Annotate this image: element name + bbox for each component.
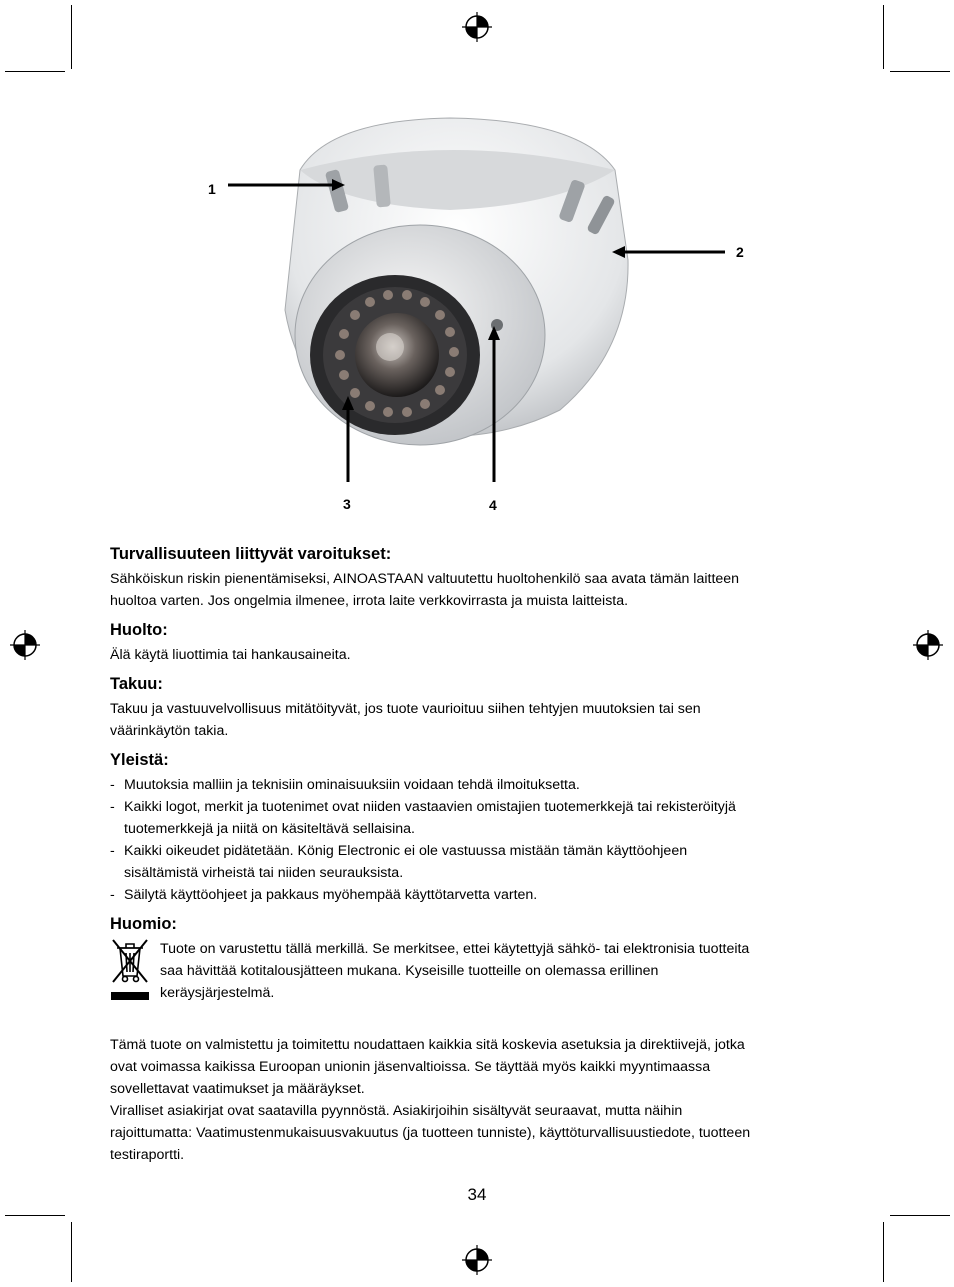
text-line: rajoittumatta: Vaatimustenmukaisuusvakuutus (ja tuotteen tunniste), käyttöturvallisuustiedote, tuotteen <box>110 1125 751 1141</box>
general-section <box>110 751 855 906</box>
weee-bin-icon <box>110 938 150 1004</box>
maintenance-heading: Huolto: <box>110 621 168 639</box>
callout-label-1: 1 <box>208 181 216 197</box>
text-line: keräysjärjestelmä. <box>160 985 275 1001</box>
text-line: sovellettavat vaatimukset ja määräykset. <box>110 1081 365 1097</box>
callout-label-4: 4 <box>489 497 497 513</box>
text-line: testiraportti. <box>110 1147 185 1163</box>
text-line: Tämä tuote on valmistettu ja toimitettu noudattaen kaikkia sitä koskevia asetuksia ja direktiivejä, jotka <box>110 1037 745 1053</box>
text-line: Kaikki oikeudet pidätetään. König Electronic ei ole vastuussa mistään tämän käyttöohjeen <box>124 843 688 859</box>
safety-text <box>110 568 855 612</box>
crop-mark <box>890 1215 950 1216</box>
crop-mark <box>71 1222 72 1282</box>
page-number: 34 <box>467 1185 487 1204</box>
list-item <box>110 796 855 840</box>
safety-heading: Turvallisuuteen liittyvät varoitukset: <box>110 545 392 563</box>
callout-arrows <box>0 0 954 520</box>
note-heading: Huomio: <box>110 915 177 933</box>
callout-label-3: 3 <box>343 496 351 512</box>
text-line: Takuu ja vastuuvelvollisuus mitätöityvät, jos tuote vaurioituu siihen tehtyjen muutoksien tai sen <box>110 701 701 717</box>
weee-text <box>160 938 749 1004</box>
list-item <box>110 774 855 796</box>
manual-content <box>110 545 855 1166</box>
text-line: Säilytä käyttöohjeet ja pakkaus myöhempää käyttötarvetta varten. <box>124 887 538 903</box>
crop-mark <box>5 1215 65 1216</box>
list-item <box>110 884 855 906</box>
registration-mark-icon <box>10 630 40 660</box>
safety-section <box>110 545 855 612</box>
text-line: huoltoa varten. Jos ongelmia ilmenee, irrota laite verkkovirrasta ja muista laitteista. <box>110 593 629 609</box>
registration-mark-icon <box>913 630 943 660</box>
note-section <box>110 915 855 1004</box>
text-line: Sähköiskun riskin pienentämiseksi, AINOASTAAN valtuutettu huoltohenkilö saa avata tämän laitteen <box>110 571 740 587</box>
conformity-text <box>110 1034 855 1166</box>
text-line: Viralliset asiakirjat ovat saatavilla pyynnöstä. Asiakirjoihin sisältyvät seuraavat, mutta näihin <box>110 1103 683 1119</box>
warranty-heading: Takuu: <box>110 675 163 693</box>
warranty-section <box>110 675 855 742</box>
text-line: Älä käytä liuottimia tai hankausaineita. <box>110 647 351 663</box>
warranty-text <box>110 698 855 742</box>
callout-label-2: 2 <box>736 244 744 260</box>
maintenance-section <box>110 621 855 666</box>
conformity-section <box>110 1034 855 1166</box>
crop-mark <box>883 1222 884 1282</box>
general-list <box>110 774 855 906</box>
text-line: Kaikki logot, merkit ja tuotenimet ovat niiden vastaavien omistajien tuotemerkkejä tai rekisteröityjä <box>124 799 736 815</box>
text-line: ovat voimassa kaikissa Euroopan unionin jäsenvaltioissa. Se täyttää myös kaikki myyntimaassa <box>110 1059 711 1075</box>
text-line: Tuote on varustettu tällä merkillä. Se merkitsee, ettei käytettyjä sähkö- tai elektronisia tuotteita <box>160 941 750 957</box>
weee-notice <box>110 938 855 1004</box>
maintenance-text <box>110 644 855 666</box>
registration-mark-icon <box>462 1245 492 1275</box>
text-line: tuotemerkkejä ja niitä on käsiteltävä sellaisina. <box>124 821 415 837</box>
text-line: Muutoksia malliin ja teknisiin ominaisuuksiin voidaan tehdä ilmoituksetta. <box>124 777 580 793</box>
list-item <box>110 840 855 884</box>
general-heading: Yleistä: <box>110 751 169 769</box>
text-line: sisältämistä virheistä tai niiden seurauksista. <box>124 865 404 881</box>
text-line: väärinkäytön takia. <box>110 723 229 739</box>
text-line: saa hävittää kotitalousjätteen mukana. Kyseisille tuotteille on olemassa erillinen <box>160 963 659 979</box>
